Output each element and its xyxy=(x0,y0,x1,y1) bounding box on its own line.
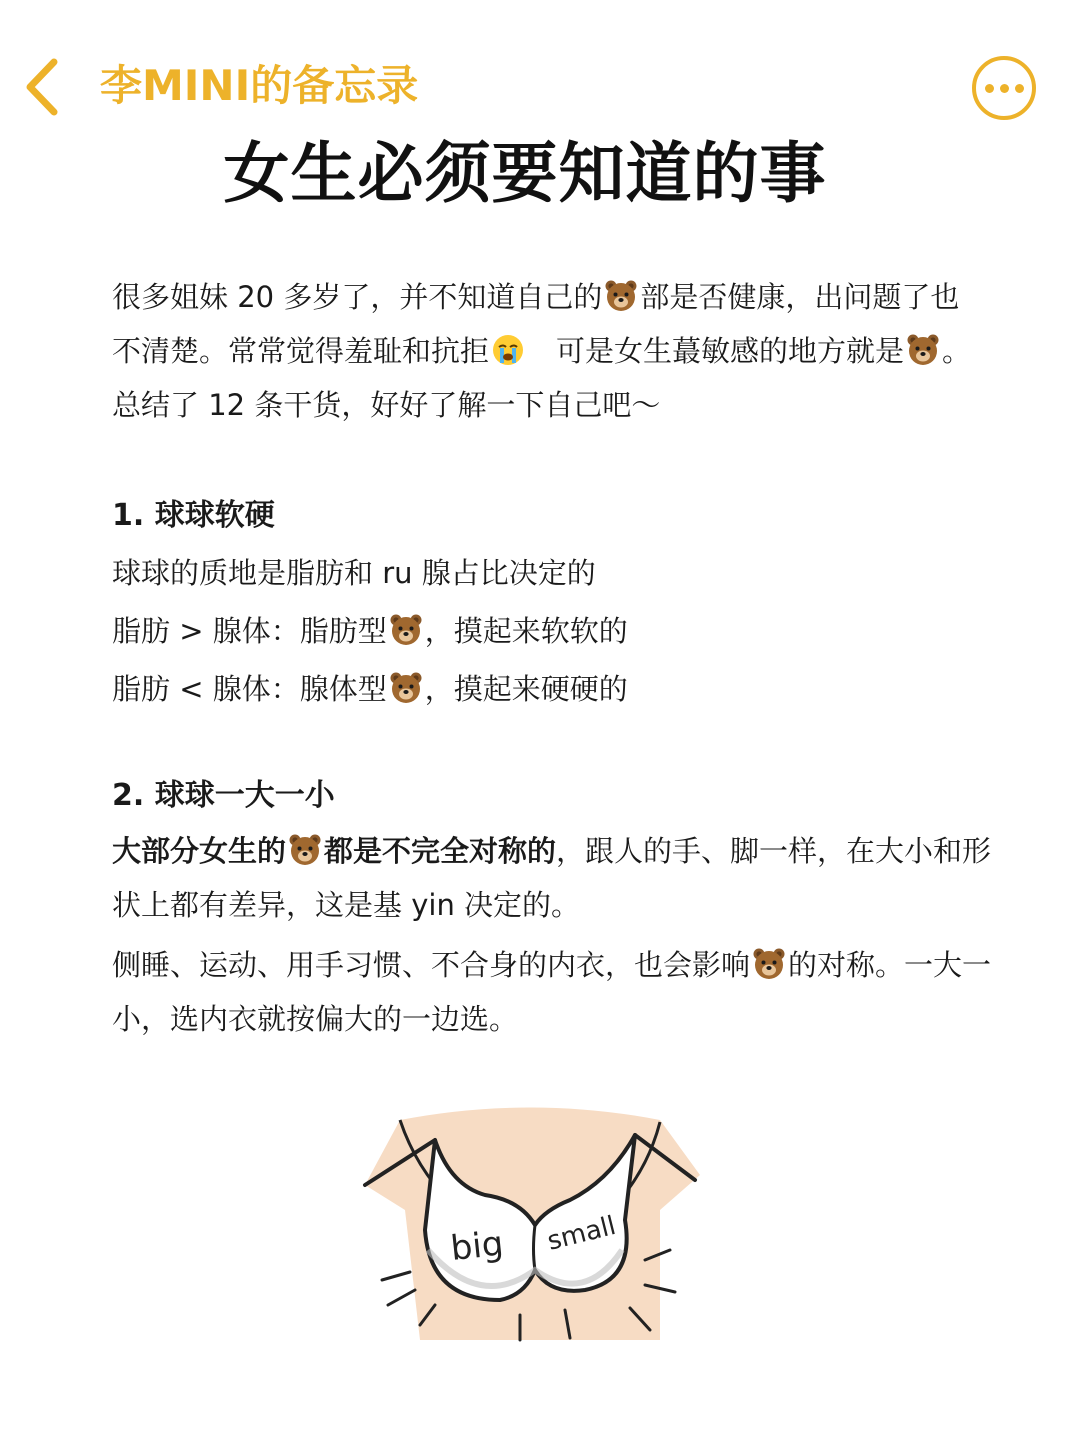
section-1-line: 脂肪 < 腺体：腺体型 ，摸起来硬硬的 xyxy=(112,672,628,706)
more-dots-icon xyxy=(985,84,994,93)
section-1-line: 脂肪 > 腺体：脂肪型 ，摸起来软软的 xyxy=(112,614,628,648)
more-dots-icon xyxy=(1000,84,1009,93)
section-1-line: 球球的质地是脂肪和 ru 腺占比决定的 xyxy=(112,556,596,590)
bra-label-small: small xyxy=(544,1210,619,1257)
chevron-left-icon xyxy=(18,52,78,122)
back-button[interactable] xyxy=(18,52,78,122)
header-bar xyxy=(0,0,1080,130)
section-2-paragraph: 侧睡、运动、用手习惯、不合身的内衣，也会影响 的对称。一大一小，选内衣就按偏大的一边选。 xyxy=(112,948,992,1036)
bear-icon xyxy=(389,671,423,705)
intro-paragraph: 很多姐妹 20 多岁了，并不知道自己的 部是否健康，出问题了也不清楚。常常觉得羞耻和抗拒 可是女生蕞敏感的地方就是 。总结了 12 条干货，好好了解一下自己吧～ xyxy=(112,280,972,422)
crying-face-icon xyxy=(491,333,525,367)
bear-icon xyxy=(906,333,940,367)
section-2-heading: 2. 球球一大一小 xyxy=(112,778,335,813)
section-1-heading: 1. 球球软硬 xyxy=(112,498,275,533)
bra-illustration xyxy=(360,1100,700,1350)
bear-icon xyxy=(604,279,638,313)
more-dots-icon xyxy=(1015,84,1024,93)
bear-icon xyxy=(288,833,322,867)
bear-icon xyxy=(752,947,786,981)
more-button[interactable] xyxy=(972,56,1036,120)
article-body xyxy=(112,270,992,1046)
bear-icon xyxy=(389,613,423,647)
page-title: 女生必须要知道的事 xyxy=(223,135,827,212)
section-2-paragraph: 大部分女生的 都是不完全对称的，跟人的手、脚一样，在大小和形状上都有差异，这是基 yin 决定的。 xyxy=(112,834,992,922)
app-title: 李MINI的备忘录 xyxy=(100,61,419,110)
bra-label-big: big xyxy=(448,1223,506,1269)
